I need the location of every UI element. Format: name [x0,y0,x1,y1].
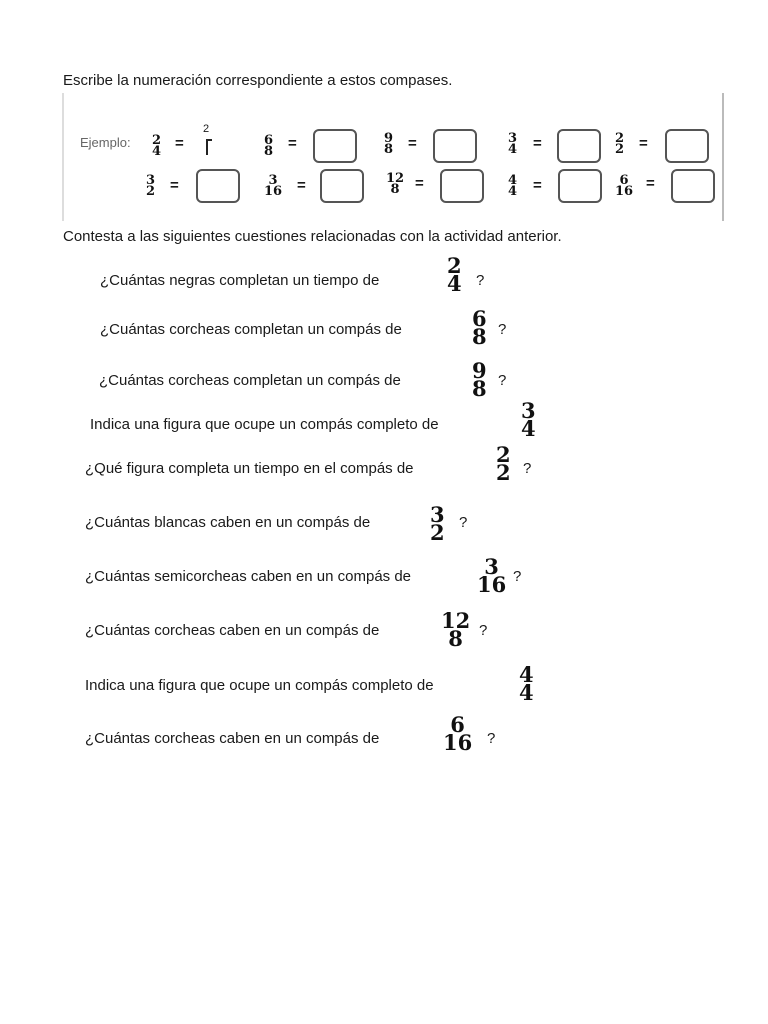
denominator: 8 [384,142,394,158]
numerator: 2 [496,442,511,467]
denominator: 2 [496,459,511,485]
question-text: Indica una figura que ocupe un compás completo de [90,416,439,433]
answer-box[interactable] [313,129,357,163]
example-answer-number: 2 [203,123,210,135]
question-time-signature [443,712,473,755]
question-time-signature [441,608,471,651]
time-signature [264,133,274,160]
denominator: 2 [430,519,445,545]
numerator: 9 [384,131,394,146]
question-mark: ? [487,730,496,747]
equals-sign: = [408,135,417,152]
denominator: 8 [472,375,487,401]
answer-box[interactable] [671,169,715,203]
numerator: 4 [519,662,534,687]
answer-box[interactable] [665,129,709,163]
question-mark: ? [513,568,522,585]
time-signature [146,173,156,200]
question-text: ¿Qué figura completa un tiempo en el compás de [85,460,414,477]
numerator: 2 [447,253,462,278]
question-mark: ? [523,460,532,477]
denominator: 8 [448,625,463,651]
numerator: 3 [146,173,156,188]
denominator: 8 [472,323,487,349]
instruction-second: Contesta a las siguientes cuestiones relacionadas con la actividad anterior. [63,228,562,245]
instruction-first: Escribe la numeración correspondiente a estos compases. [63,72,453,89]
denominator: 4 [508,184,518,200]
numerator: 6 [264,133,274,148]
numerator: 3 [430,502,445,527]
equals-sign: = [646,175,655,192]
numerator: 12 [441,608,471,633]
example-label: Ejemplo: [80,135,131,150]
exercise-panel [62,93,724,221]
equals-sign: = [533,177,542,194]
time-signature [384,131,394,158]
question-time-signature [472,306,487,349]
equals-sign: = [415,175,424,192]
denominator: 4 [521,415,536,441]
denominator: 16 [264,184,283,200]
denominator: 4 [508,142,518,158]
numerator: 6 [450,712,465,737]
question-time-signature [472,358,487,401]
question-text: ¿Cuántas corcheas completan un compás de [100,321,402,338]
question-text: ¿Cuántas negras completan un tiempo de [100,272,380,289]
time-signature [508,131,518,158]
question-mark: ? [479,622,488,639]
numerator: 4 [508,173,518,188]
denominator: 16 [615,184,634,200]
question-mark: ? [476,272,485,289]
time-signature [615,173,634,200]
numerator: 6 [619,173,629,188]
question-text: ¿Cuántas semicorcheas caben en un compás de [85,568,412,585]
question-text: ¿Cuántas corcheas caben en un compás de [85,730,380,747]
time-signature [508,173,518,200]
equals-sign: = [639,135,648,152]
equals-sign: = [533,135,542,152]
question-time-signature [521,398,536,441]
denominator: 2 [146,184,156,200]
question-time-signature [496,442,511,485]
numerator: 12 [386,171,405,186]
denominator: 8 [264,144,274,160]
numerator: 3 [268,173,278,188]
equals-sign: = [288,135,297,152]
denominator: 4 [519,679,534,705]
example-denominator: 4 [152,144,162,160]
example-time-signature [152,133,162,160]
question-time-signature [519,662,534,705]
answer-box[interactable] [196,169,240,203]
numerator: 3 [521,398,536,423]
denominator: 4 [447,270,462,296]
example-numerator: 2 [152,133,162,148]
question-text: ¿Cuántas corcheas completan un compás de [99,372,401,389]
denominator: 16 [477,571,507,597]
question-text: ¿Cuántas blancas caben en un compás de [85,514,371,531]
denominator: 16 [443,729,473,755]
numerator: 6 [472,306,487,331]
numerator: 9 [472,358,487,383]
answer-box[interactable] [440,169,484,203]
denominator: 8 [390,182,400,198]
numerator: 3 [508,131,518,146]
question-mark: ? [498,321,507,338]
question-mark: ? [498,372,507,389]
answer-box[interactable] [558,169,602,203]
equals-sign: = [297,177,306,194]
denominator: 2 [615,142,625,158]
question-text: Indica una figura que ocupe un compás completo de [85,677,434,694]
time-signature [386,171,405,198]
question-time-signature [477,554,507,597]
time-signature [615,131,625,158]
numerator: 3 [484,554,499,579]
equals-sign: = [175,135,184,152]
question-text: ¿Cuántas corcheas caben en un compás de [85,622,380,639]
question-mark: ? [459,514,468,531]
question-time-signature [430,502,445,545]
numerator: 2 [615,131,625,146]
time-signature [264,173,283,200]
question-time-signature [447,253,462,296]
equals-sign: = [170,177,179,194]
answer-box[interactable] [557,129,601,163]
answer-box[interactable] [320,169,364,203]
answer-box[interactable] [433,129,477,163]
